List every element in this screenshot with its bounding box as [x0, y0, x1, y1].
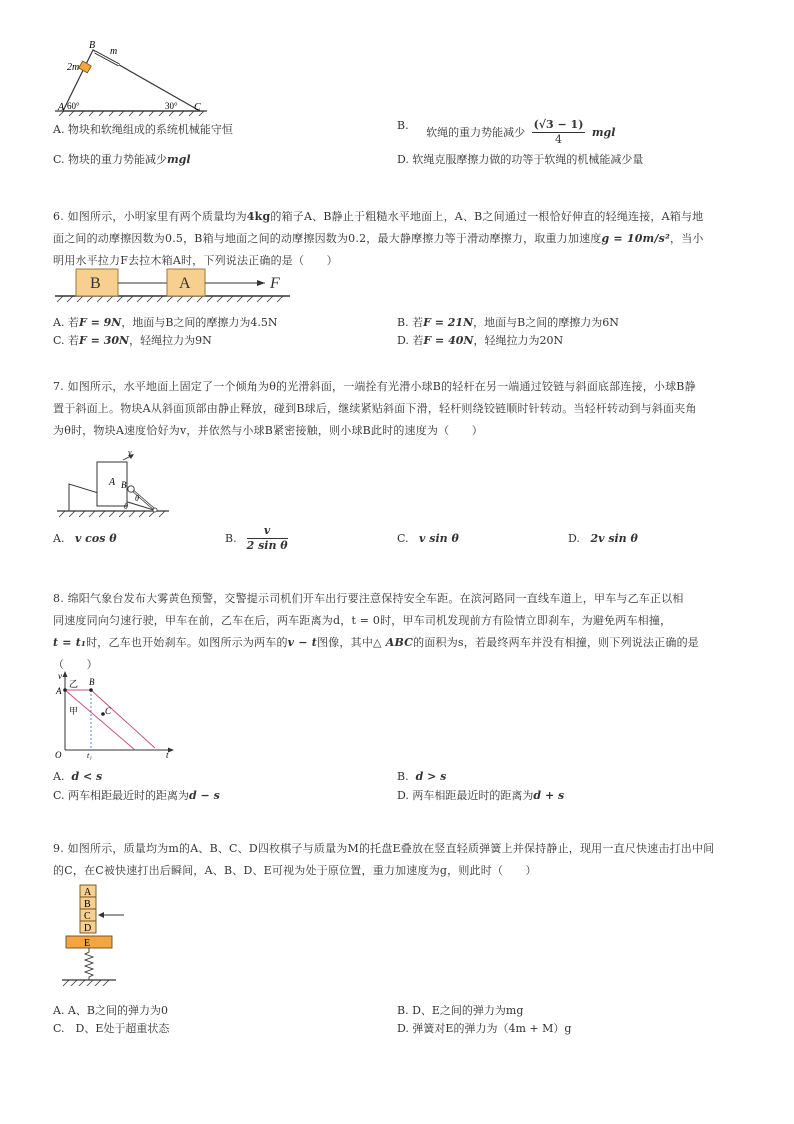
q5-option-b-prefix: B. — [397, 119, 409, 132]
q6-label-b: B — [90, 275, 101, 292]
q6-boxes-figure — [55, 266, 295, 306]
q9-label-c: C — [84, 911, 91, 922]
q6-label-f: F — [270, 275, 280, 292]
q5-block-2m — [79, 61, 92, 73]
q7-hinge — [153, 508, 157, 512]
q6-label-a: A — [179, 275, 191, 292]
q5-label-30: 30° — [165, 101, 178, 111]
q7-stem: 7. 如图所示，水平地面上固定了一个倾角为θ的光滑斜面，一端拴有光滑小球B的轻杆在另一端通过铰链与斜面底部连接，小球B静 置于斜面上。物块A从斜面顶部由静止释放，碰到B球后，继续紧贴斜面下滑，轻杆则绕铰链顺时针转动。当轻杆转动到与斜面夹角 为θ时，物块A速度恰好为v，并依然与小球B紧密接触，则小球B此时的速度为（ ） — [53, 380, 697, 437]
q5-label-b: B — [89, 40, 96, 51]
q8-option-b[interactable]: B. d > s — [397, 770, 447, 783]
q7-ball-b — [128, 486, 134, 492]
q9-label-b: B — [84, 899, 91, 910]
q8-label-t: t — [166, 750, 169, 760]
q9-label-e: E — [84, 938, 91, 949]
q9-label-a: A — [84, 887, 92, 898]
q8-label-t1: t₁ — [87, 751, 93, 760]
q9-option-b[interactable]: B. D、E之间的弹力为mg — [397, 1004, 524, 1017]
q9-option-a[interactable]: A. A、B之间的弹力为0 — [53, 1004, 168, 1017]
q9-option-c[interactable]: C. D、E处于超重状态 — [53, 1022, 170, 1035]
q5-option-c[interactable]: C. 物块的重力势能减少mgl — [53, 153, 191, 166]
q5-label-60: 60° — [67, 101, 80, 111]
q8-label-o: O — [55, 750, 62, 760]
q7-option-b[interactable]: B. $\frac{v}{\text{2 sin θ}}$ — [225, 524, 288, 552]
q6-option-c[interactable]: C. 若F = 30N，轻绳拉力为9N — [53, 334, 212, 347]
q9-stack-figure — [58, 884, 138, 992]
q7-label-theta1: θ — [135, 494, 139, 503]
q8-label-c: C — [105, 706, 112, 716]
q7-label-b: B — [121, 480, 127, 490]
q6-option-d[interactable]: D. 若F = 40N，轻绳拉力为20N — [397, 334, 564, 347]
q7-label-theta2: θ — [124, 502, 128, 511]
q6-option-b[interactable]: B. 若F = 21N，地面与B之间的摩擦力为6N — [397, 316, 619, 329]
q7-incline-figure — [57, 448, 177, 520]
q8-label-a: A — [56, 686, 62, 696]
q8-label-v: v — [58, 671, 62, 681]
q6-stem: 6. 如图所示，小明家里有两个质量均为4kg的箱子A、B静止于粗糙水平地面上，A、B之间通过一根恰好伸直的轻绳连接，A箱与地 面之间的动摩擦因数为0.5，B箱与地面之间的动摩擦因数为0.2，最大静摩擦力等于滑动摩擦力，取重力加速度g = 10m/s²，当小 明用水平拉力F去拉木箱A时，下列说法正确的是（ ） — [53, 210, 704, 267]
q8-option-c[interactable]: C. 两车相距最近时的距离为d − s — [53, 789, 220, 802]
q5-option-d[interactable]: D. 软绳克服摩擦力做的功等于软绳的机械能减少量 — [397, 153, 644, 166]
q7-label-v: v — [128, 448, 132, 457]
q5-label-c: C — [194, 102, 201, 113]
q8-stem: 8. 绵阳气象台发布大雾黄色预警，交警提示司机们开车出行要注意保持安全车距。在滨河路同一直线车道上，甲车与乙车正以相 同速度同向匀速行驶，甲车在前，乙车在后，两车距离为d，t = 0时，甲车司机发现前方有险情立即刹车，为避免两车相撞， t = t₁时，乙车也开始刹车。如图所示为两车的v − t图像，其中△ ABC的面积为s，若最终两车并没有相撞，则下列说法正确的是 （ ） — [53, 592, 699, 671]
q7-option-d[interactable]: D. 2v sin θ — [568, 532, 638, 545]
q9-option-d[interactable]: D. 弹簧对E的弹力为（4m + M）g — [397, 1022, 572, 1035]
q9-spring — [85, 948, 93, 980]
q5-option-a[interactable]: A. 物块和软绳组成的系统机械能守恒 — [53, 123, 233, 136]
q6-option-a[interactable]: A. 若F = 9N，地面与B之间的摩擦力为4.5N — [53, 316, 278, 329]
q8-option-a[interactable]: A. d < s — [53, 770, 103, 783]
q5-incline-figure — [55, 38, 215, 118]
q7-option-a[interactable]: A. v cos θ — [53, 532, 117, 545]
q5-option-b[interactable] — [397, 118, 615, 156]
q5-option-b-suffix: mgl — [591, 126, 616, 139]
q9-label-d: D — [84, 923, 92, 934]
q7-label-a: A — [109, 477, 116, 488]
q9-stem: 9. 如图所示，质量均为m的A、B、C、D四枚棋子与质量为M的托盘E叠放在竖直轻质弹簧上并保持静止，现用一直尺快速击打出中间 的C，在C被快速打出后瞬间，A、B、D、E可视为处于原位置，重力加速度为g，则此时（ ） — [53, 842, 715, 877]
q5-label-m: m — [110, 46, 118, 57]
q5-label-a: A — [58, 102, 65, 113]
q8-label-yi: 乙 — [69, 679, 79, 689]
q8-label-b: B — [89, 677, 95, 687]
q8-vt-graph — [53, 670, 178, 760]
q5-option-b-fraction: $\frac{(√3 - 1)}{4}$ — [533, 118, 584, 146]
q5-label-2m: 2m — [67, 62, 80, 73]
q8-option-d[interactable]: D. 两车相距最近时的距离为d + s — [397, 789, 565, 802]
q7-option-c[interactable]: C. v sin θ — [397, 532, 459, 545]
q7-option-b-fraction: $\frac{v}{\text{2 sin θ}}$ — [246, 524, 288, 552]
q8-label-jia: 甲 — [69, 706, 79, 716]
q5-option-b-text: 软绳的重力势能减少 — [426, 126, 526, 139]
